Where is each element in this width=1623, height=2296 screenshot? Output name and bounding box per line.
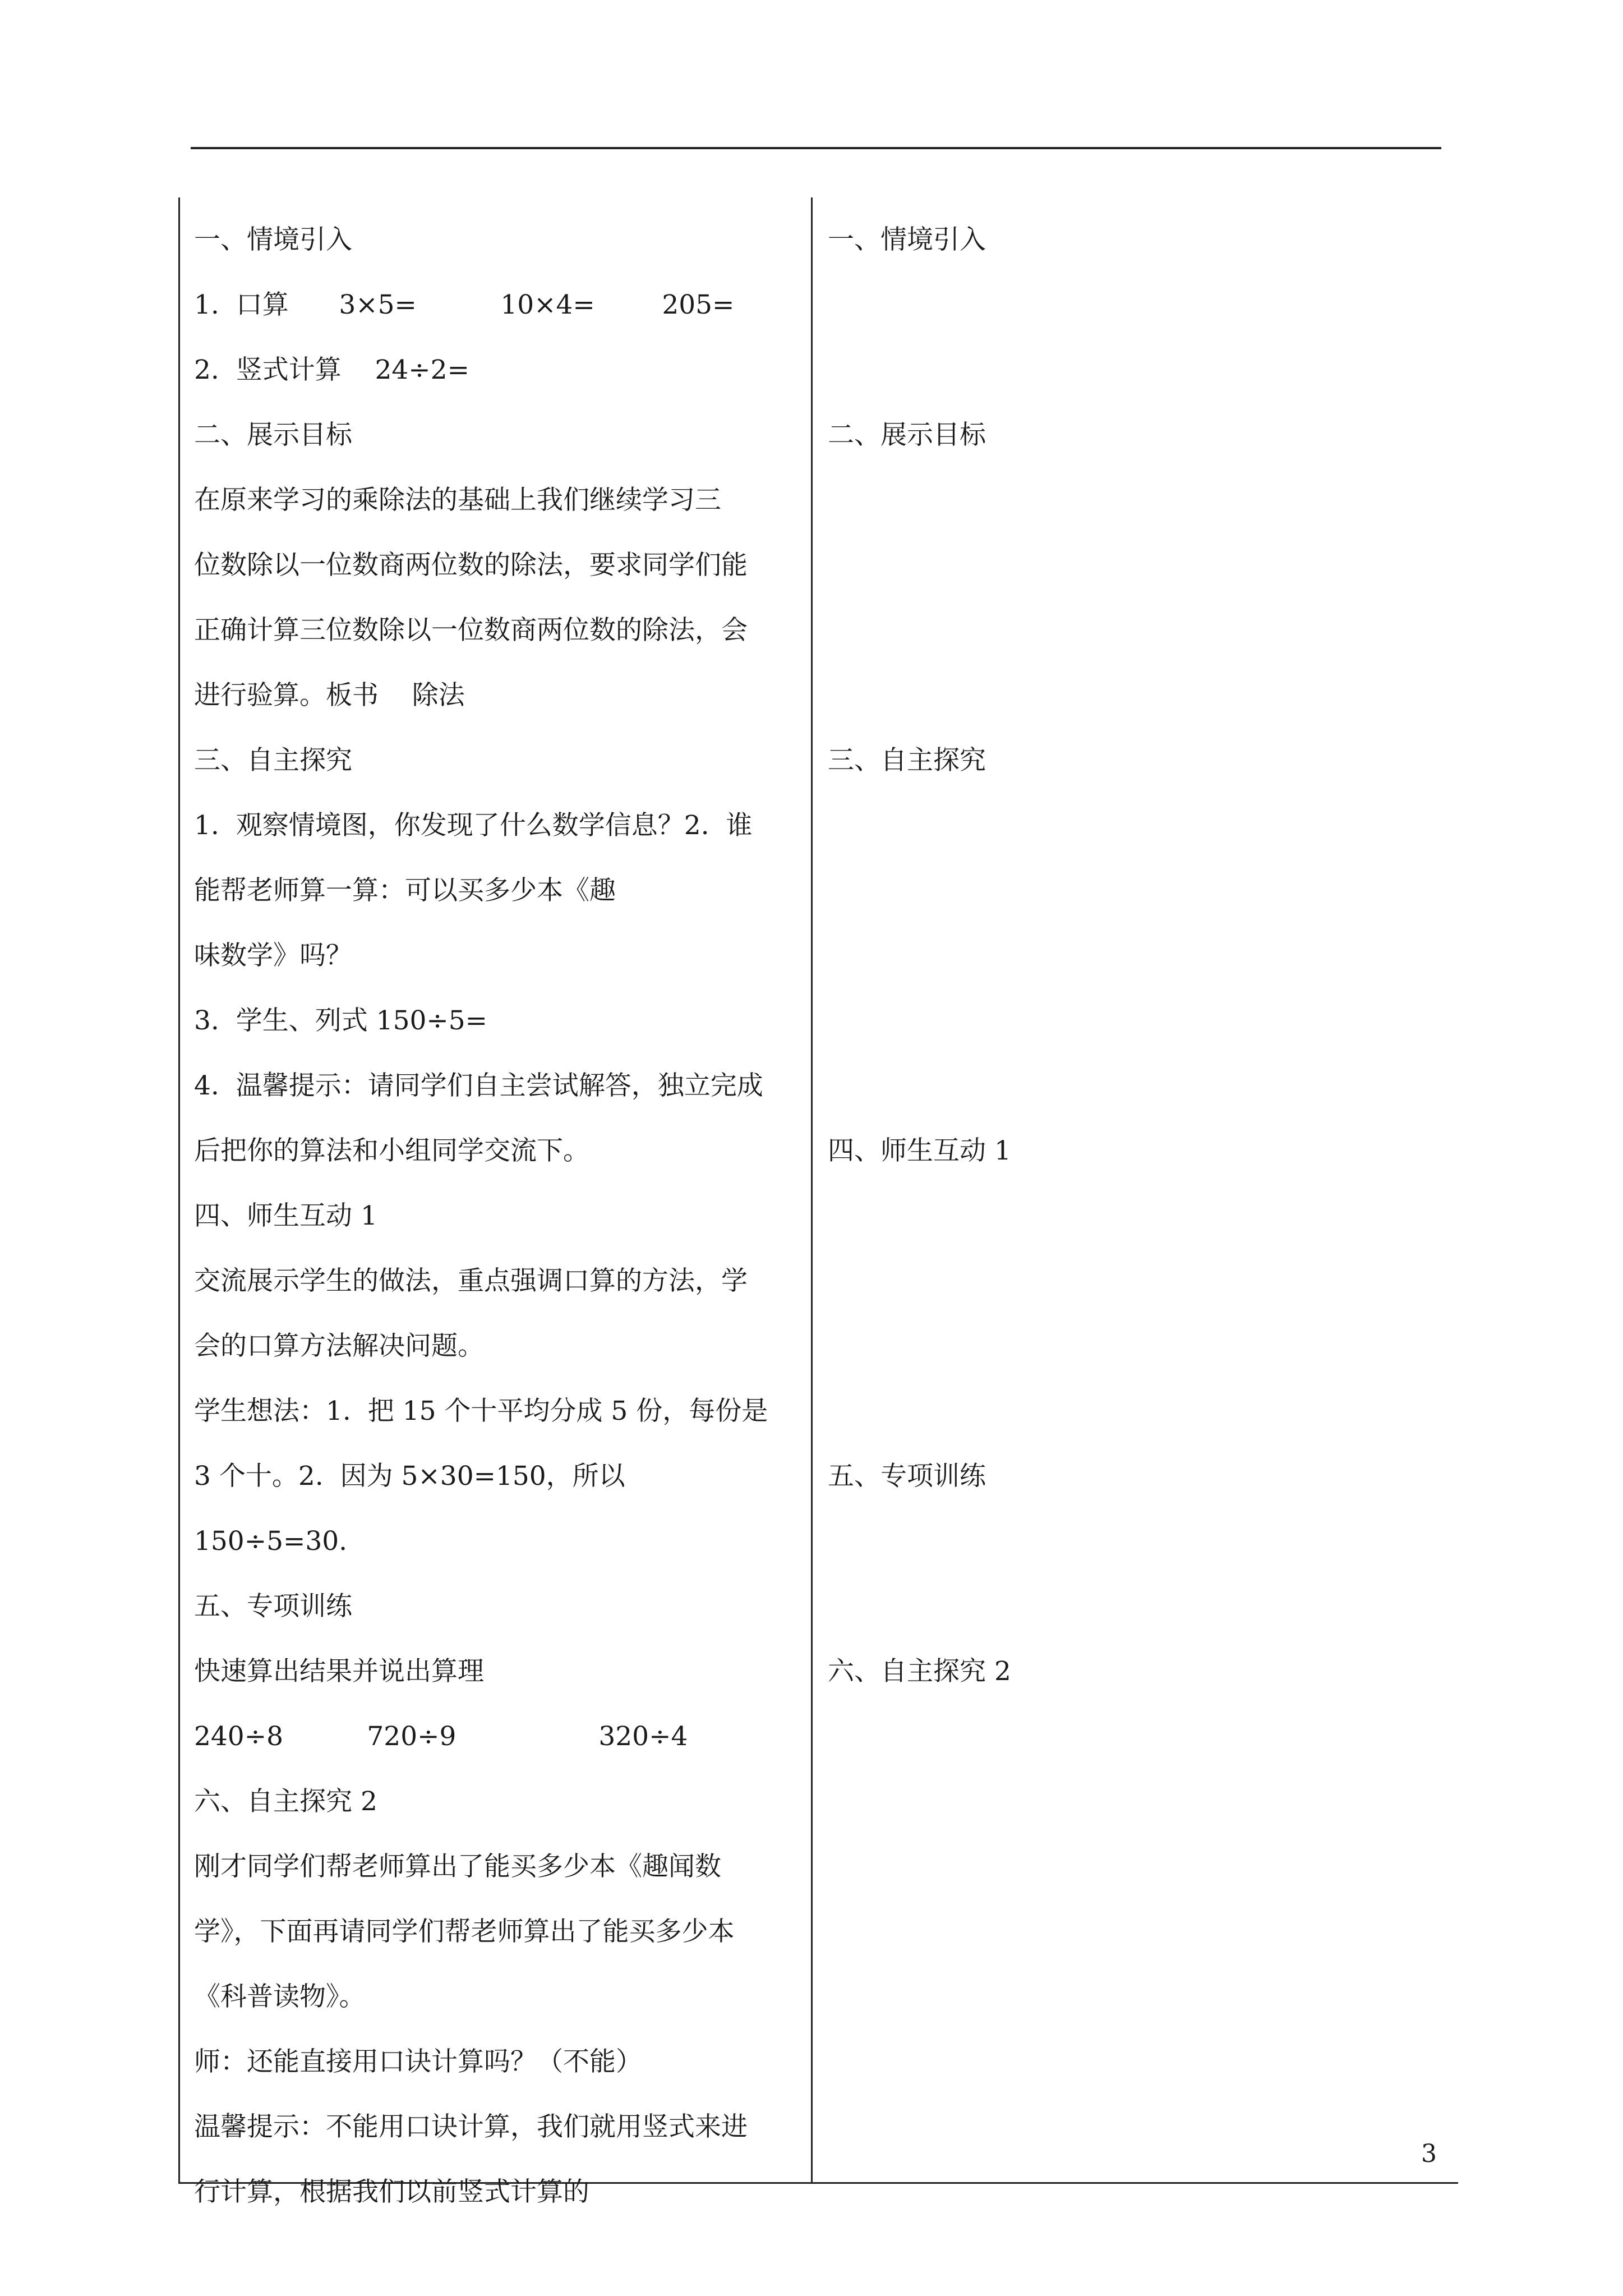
content-line: 3. 学生、列式 150÷5=	[194, 1005, 488, 1036]
content-line: 师：还能直接用口诀计算吗？（不能）	[194, 2046, 642, 2077]
content-line: 240÷8 720÷9 320÷4	[194, 1721, 688, 1752]
content-line: 温馨提示：不能用口诀计算，我们就用竖式来进	[194, 2111, 748, 2142]
content-line: 2. 竖式计算 24÷2=	[194, 355, 469, 385]
section-heading: 二、展示目标	[194, 420, 352, 450]
content-line: 位数除以一位数商两位数的除法，要求同学们能	[194, 550, 748, 581]
content-line: 1. 观察情境图，你发现了什么数学信息？2. 谁	[194, 810, 753, 841]
content-line: 快速算出结果并说出算理	[194, 1656, 484, 1687]
content-line: 行计算，根据我们以前竖式计算的	[194, 2177, 589, 2207]
outline-item: 五、专项训练	[828, 1461, 986, 1492]
outline-item: 六、自主探究 2	[828, 1656, 1011, 1687]
outline-item: 三、自主探究	[828, 745, 986, 776]
content-line: 1. 口算 3×5= 10×4= 205=	[194, 289, 735, 320]
content-line: 刚才同学们帮老师算出了能买多少本《趣闻数	[194, 1851, 721, 1882]
content-line: 3 个十。2. 因为 5×30=150，所以	[194, 1461, 625, 1492]
content-line: 后把你的算法和小组同学交流下。	[194, 1135, 589, 1166]
table-column-divider	[811, 197, 813, 2183]
content-line: 能帮老师算一算：可以买多少本《趣	[194, 875, 616, 906]
content-line: 150÷5=30.	[194, 1526, 348, 1557]
content-line: 正确计算三位数除以一位数商两位数的除法，会	[194, 615, 748, 646]
outline-item: 一、情境引入	[828, 224, 986, 255]
page-number: 3	[1421, 2139, 1437, 2168]
section-heading: 一、情境引入	[194, 224, 352, 255]
section-heading: 三、自主探究	[194, 745, 352, 776]
header-rule	[191, 147, 1441, 149]
content-line: 在原来学习的乘除法的基础上我们继续学习三	[194, 485, 721, 516]
section-heading: 五、专项训练	[194, 1591, 352, 1622]
table-left-border	[178, 197, 180, 2183]
section-heading: 六、自主探究 2	[194, 1786, 377, 1817]
content-line: 《科普读物》。	[194, 1981, 366, 2012]
content-line: 进行验算。板书 除法	[194, 680, 465, 711]
content-line: 味数学》吗？	[194, 940, 352, 971]
outline-item: 四、师生互动 1	[828, 1135, 1011, 1166]
content-line: 会的口算方法解决问题。	[194, 1331, 484, 1361]
content-line: 学》，下面再请同学们帮老师算出了能买多少本	[194, 1916, 735, 1947]
section-heading: 四、师生互动 1	[194, 1200, 377, 1231]
outline-item: 二、展示目标	[828, 420, 986, 450]
content-line: 交流展示学生的做法，重点强调口算的方法，学	[194, 1266, 748, 1296]
content-line: 4. 温馨提示：请同学们自主尝试解答，独立完成	[194, 1070, 763, 1101]
content-line: 学生想法：1. 把 15 个十平均分成 5 份，每份是	[194, 1396, 768, 1427]
